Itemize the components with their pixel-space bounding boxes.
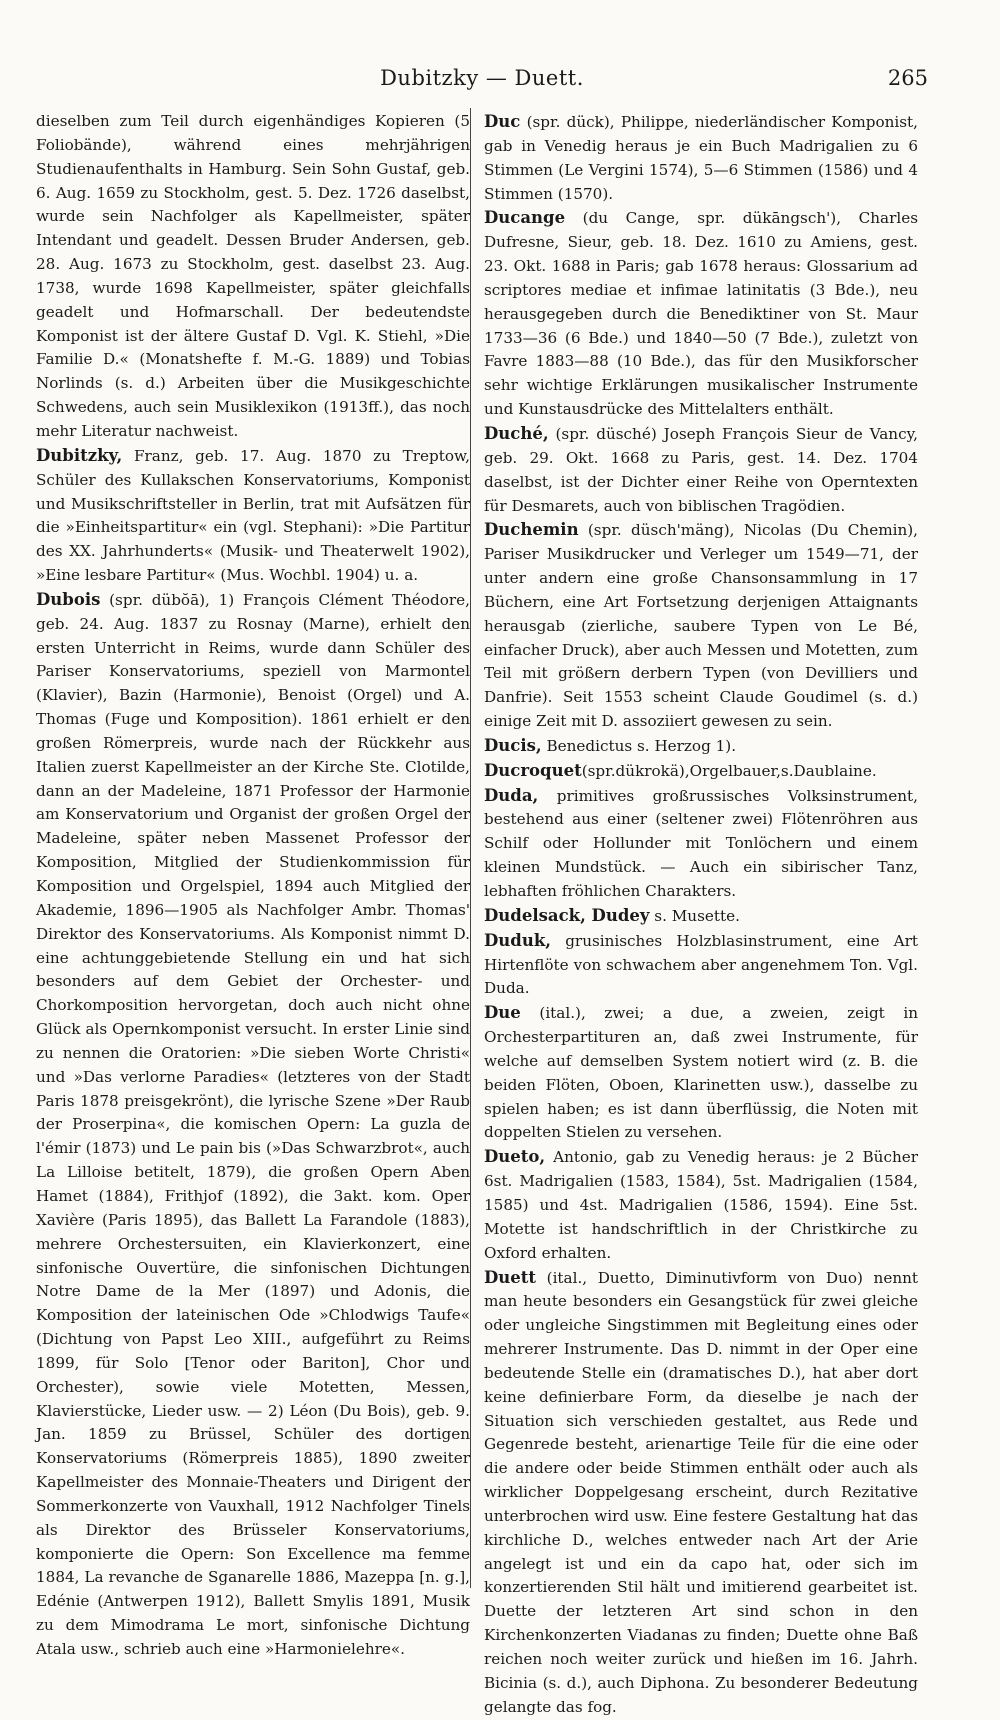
entry-text: (ital., Duetto, Diminutivform von Duo) nennt man heute besonders ein Gesangstück für zwei gleiche oder ungleiche Singstimmen mit Begleitung eines oder mehrerer Instrumente. Das D. nimmt in der Oper eine bedeutende Stelle ein (dramatisches D.), hat aber dort keine definierbare Form, da dieselbe je nach der Situation sich verschieden gestaltet, aus Rede und Gegenrede besteht, arienartige Teile für die eine oder die andere oder beide Stimmen enthält oder auch als wirklicher Doppelgesang erscheint, durch Rezitative unterbrochen wird usw. Eine festere Gestaltung hat das kirchliche D., welches entweder nach Art der Arie angelegt ist und ein da capo hat, oder sich im konzertierenden Stil hält und imitierend gearbeitet ist. Duette der letzteren Art sind schon in den Kirchenkonzerten Viadanas zu finden; Duette ohne Baß reichen noch weiter zurück und hießen im 16. Jahrh. Bicinia (s. d.), auch Diphona. Zu besonderer Bedeutung gelangte das fog.	[484, 1268, 918, 1716]
entry-headword: Ducis,	[484, 735, 542, 755]
entry-headword: Duduk,	[484, 930, 552, 950]
entry-headword: Due	[484, 1003, 521, 1023]
left-column	[36, 110, 470, 1662]
entry-headword: Dueto,	[484, 1147, 546, 1167]
entry-text: Antonio, gab zu Venedig heraus: je 2 Bücher 6st. Madrigalien (1583, 1584), 5st. Madrigalien (1584, 1585) und 4st. Madrigalien (1586, 1594). Eine 5st. Motette ist handschriftlich in der Christkirche zu Oxford erhalten.	[484, 1148, 918, 1262]
dictionary-entry	[484, 206, 918, 422]
dictionary-entry	[36, 444, 470, 588]
entry-headword: Dudelsack, Dudey	[484, 905, 650, 925]
entry-text: Benedictus s. Herzog 1).	[541, 736, 737, 755]
entry-headword: Duett	[484, 1267, 537, 1287]
dictionary-entry	[484, 518, 918, 734]
entry-text: (spr. düsch'mäng), Nicolas (Du Chemin), Pariser Musikdrucker und Verleger um 1549—71, der unter andern eine große Chansonsammlung in 17 Büchern, eine Art Fortsetzung derjenigen Attaignants herausgab (zierliche, saubere Typen von Le Bé, einfacher Druck), aber auch Messen und Motetten, zum Teil mit größern derbern Typen (von Devilliers und Danfrie). Seit 1553 scheint Claude Goudimel (s. d.) einige Zeit mit D. assoziiert gewesen zu sein.	[484, 521, 918, 731]
dictionary-entry	[484, 110, 918, 206]
column-divider	[470, 108, 471, 1588]
entry-headword: Duda,	[484, 785, 539, 805]
entry-text: s. Musette.	[649, 906, 740, 925]
entry-headword: Duchemin	[484, 520, 579, 540]
dictionary-entry	[484, 904, 918, 929]
entry-text: (spr. dück), Philippe, niederländischer Komponist, gab in Venedig heraus je ein Buch Madrigalien zu 6 Stimmen (Le Vergini 1574), 5—6 Stimmen (1586) und 4 Stimmen (1570).	[484, 113, 918, 203]
dictionary-entry	[484, 759, 918, 784]
dictionary-entry	[484, 734, 918, 759]
entry-headword: Ducroquet	[484, 760, 582, 780]
entry-text: (spr. dübŏā), 1) François Clément Théodore, geb. 24. Aug. 1837 zu Rosnay (Marne), erhielt den ersten Unterricht in Reims, wurde dann Schüler des Pariser Konservatoriums, speziell von Marmontel (Klavier), Bazin (Harmonie), Benoist (Orgel) und A. Thomas (Fuge und Komposition). 1861 erhielt er den großen Römerpreis, wurde nach der Rückkehr aus Italien zuerst Kapellmeister an der Kirche Ste. Clotilde, dann an der Madeleine, 1871 Professor der Harmonie am Konservatorium und Organist der großen Orgel der Madeleine, später neben Massenet Professor der Komposition, Mitglied der Studienkommission für Komposition und Orgelspiel, 1894 auch Mitglied der Akademie, 1896—1905 als Nachfolger Ambr. Thomas' Direktor des Konservatoriums. Als Komponist nimmt D. eine achtunggebietende Stellung ein und hat sich besonders auf dem Gebiet der Orchester- und Chorkomposition hervorgetan, doch auch nicht ohne Glück als Opernkomponist versucht. In erster Linie sind zu nennen die Oratorien: »Die sieben Worte Christi« und »Das verlorne Paradies« (letzteres von der Stadt Paris 1878 preisgekrönt), die lyrische Szene »Der Raub der Proserpina«, die komischen Opern: La guzla de l'émir (1873) und Le pain bis (»Das Schwarzbrot«, auch La Lilloise betitelt, 1879), die großen Opern Aben Hamet (1884), Frithjof (1892), die 3akt. kom. Oper Xavière (Paris 1895), das Ballett La Farandole (1883), mehrere Orchestersuiten, ein Klavierkonzert, eine sinfonische Ouvertüre, die sinfonischen Dichtungen Notre Dame de la Mer (1897) und Adonis, die Komposition der lateinischen Ode »Chlodwigs Taufe« (Dichtung von Papst Leo XIII., aufgeführt zu Reims 1899, für Solo [Tenor oder Bariton], Chor und Orchester), sowie viele Motetten, Messen, Klavierstücke, Lieder usw. — 2) Léon (Du Bois), geb. 9. Jan. 1859 zu Brüssel, Schüler des dortigen Konservatoriums (Römerpreis 1885), 1890 zweiter Kapellmeister des Monnaie-Theaters und Dirigent der Sommerkonzerte von Vauxhall, 1912 Nachfolger Tinels als Direktor des Brüsseler Konservatoriums, komponierte die Opern: Son Excellence ma femme 1884, La revanche de Sganarelle 1886, Mazeppa [n. g.], Edénie (Antwerpen 1912), Ballett Smylis 1891, Musik zu dem Mimodrama Le mort, sinfonische Dichtung Atala usw., schrieb auch eine »Harmonielehre«.	[36, 590, 470, 1658]
entry-text: grusinisches Holzblasinstrument, eine Art Hirtenflöte von schwachem aber angenehmem Ton. Vgl. Duda.	[484, 931, 918, 998]
dictionary-entry	[36, 110, 470, 444]
entry-headword: Duché,	[484, 423, 549, 443]
right-column	[484, 110, 918, 1720]
dictionary-entry	[484, 1001, 918, 1145]
running-head	[36, 66, 928, 92]
dictionary-entry	[36, 588, 470, 1662]
entry-text: (du Cange, spr. dükāngsch'), Charles Dufresne, Sieur, geb. 18. Dez. 1610 zu Amiens, gest. 23. Okt. 1688 in Paris; gab 1678 heraus: Glossarium ad scriptores mediae et infimae latinitatis (3 Bde.), neu herausgegeben durch die Benediktiner von St. Maur 1733—36 (6 Bde.) und 1840—50 (7 Bde.), zuletzt von Favre 1883—88 (10 Bde.), das für den Musikforscher sehr wichtige Erklärungen musikalischer Instrumente und Kunstausdrücke des Mittelalters enthält.	[484, 209, 918, 419]
dictionary-entry	[484, 1145, 918, 1265]
dictionary-entry	[484, 422, 918, 518]
entry-headword: Dubois	[36, 589, 101, 609]
entry-headword: Ducange	[484, 208, 566, 228]
entry-text: (spr.dükrokä),Orgelbauer,s.Daublaine.	[581, 761, 877, 780]
entry-text: (ital.), zwei; a due, a zweien, zeigt in Orchesterpartituren an, daß zwei Instrumente, für welche auf demselben System notiert wird (z. B. die beiden Flöten, Oboen, Klarinetten usw.), dasselbe zu spielen haben; es ist dann überflüssig, die Noten mit doppelten Stielen zu versehen.	[484, 1004, 918, 1142]
entry-text: Franz, geb. 17. Aug. 1870 zu Treptow, Schüler des Kullakschen Konservatoriums, Komponist und Musikschriftsteller in Berlin, trat mit Aufsätzen für die »Einheitspartitur« ein (vgl. Stephani): »Die Partitur des XX. Jahrhunderts« (Musik- und Theaterwelt 1902), »Eine lesbare Partitur« (Mus. Wochbl. 1904) u. a.	[36, 446, 470, 585]
dictionary-entry	[484, 1266, 918, 1720]
entry-text: dieselben zum Teil durch eigenhändiges Kopieren (5 Foliobände), während eines mehrjährigen Studienaufenthalts in Hamburg. Sein Sohn Gustaf, geb. 6. Aug. 1659 zu Stockholm, gest. 5. Dez. 1726 daselbst, wurde sein Nachfolger als Kapellmeister, später Intendant und geadelt. Dessen Bruder Andersen, geb. 28. Aug. 1673 zu Stockholm, gest. daselbst 23. Aug. 1738, wurde 1698 Kapellmeister, später gleichfalls geadelt und Hofmarschall. Der bedeutendste Komponist ist der ältere Gustaf D. Vgl. K. Stiehl, »Die Familie D.« (Monatshefte f. M.-G. 1889) und Tobias Norlinds (s. d.) Arbeiten über die Musikgeschichte Schwedens, auch sein Musiklexikon (1913ff.), das noch mehr Literatur nachweist.	[36, 112, 470, 440]
dictionary-entry	[484, 784, 918, 904]
dictionary-entry	[484, 929, 918, 1002]
entry-text: primitives großrussisches Volksinstrument, bestehend aus einer (seltener zwei) Flötenröhren aus Schilf oder Hollunder mit Tonlöchern und einem kleinen Mundstück. — Auch ein sibirischer Tanz, lebhaften fröhlichen Charakters.	[484, 786, 918, 900]
running-title: Dubitzky — Duett.	[380, 66, 584, 90]
entry-headword: Duc	[484, 112, 521, 131]
entry-text: (spr. düsché) Joseph François Sieur de Vancy, geb. 29. Okt. 1668 zu Paris, gest. 14. Dez. 1704 daselbst, ist der Dichter einer Reihe von Operntexten für Desmarets, auch von biblischen Tragödien.	[484, 424, 918, 515]
entry-headword: Dubitzky,	[36, 445, 123, 465]
page-number: 265	[887, 66, 928, 90]
